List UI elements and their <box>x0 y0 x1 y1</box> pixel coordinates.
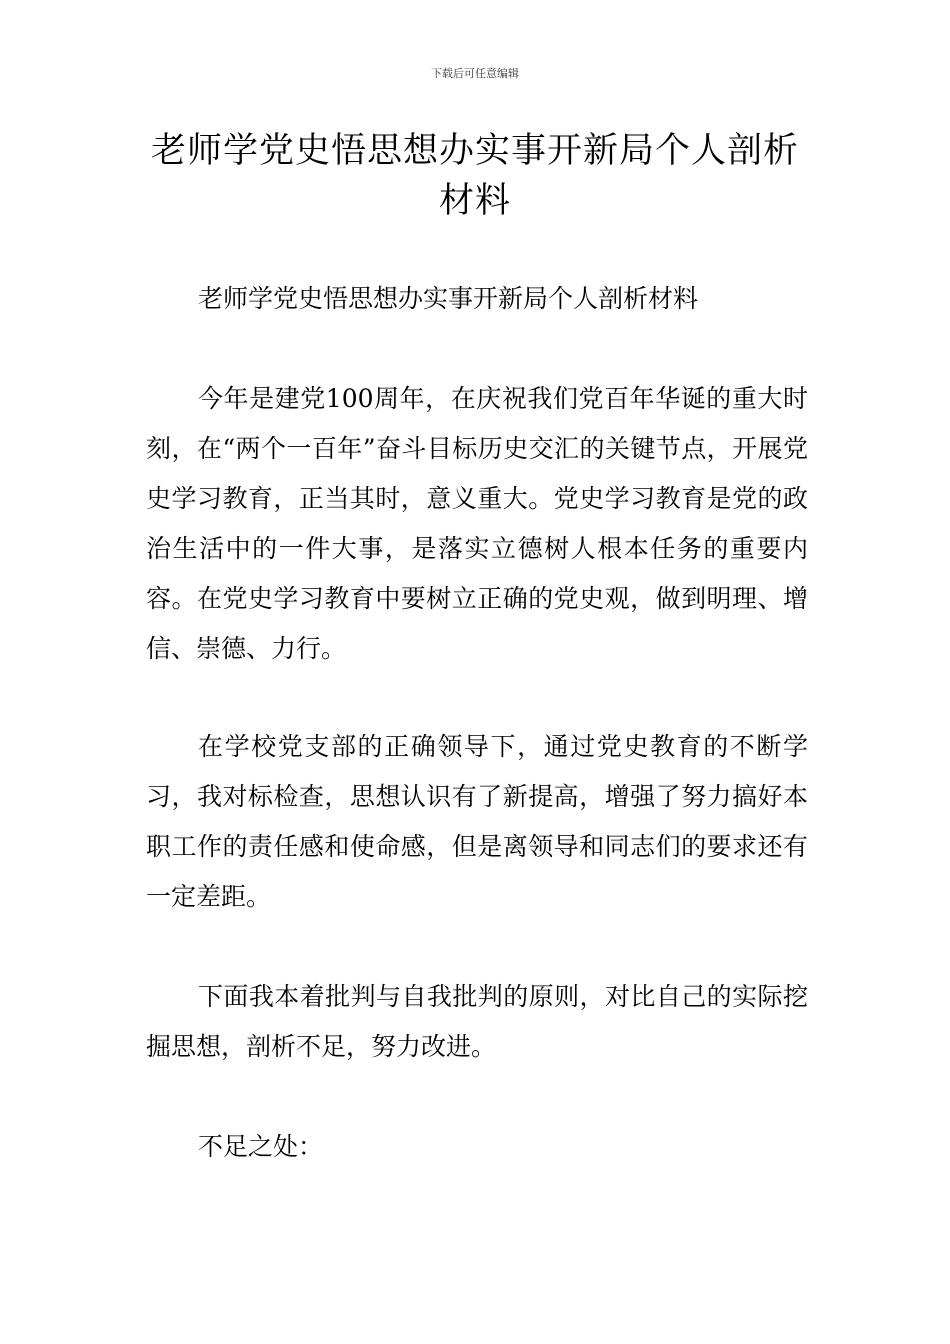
intro-paragraph: 今年是建党100周年，在庆祝我们党百年华诞的重大时刻，在“两个一百年”奋斗目标历史交汇的关键节点，开展党史学习教育，正当其时，意义重大。党史学习教育是党的政治生活中的一件大事，是落实立德树人根本任务的重要内容。在党史学习教育中要树立正确的党史观，做到明理、增信、崇德、力行。 <box>146 384 808 663</box>
shortcomings-heading: 不足之处： <box>198 1132 324 1161</box>
principle-paragraph: 下面我本着批判与自我批判的原则，对比自己的实际挖掘思想，剖析不足，努力改进。 <box>146 982 808 1061</box>
subtitle-paragraph: 老师学党史悟思想办实事开新局个人剖析材料 <box>198 284 699 313</box>
header-note: 下载后可任意编辑 <box>431 67 519 80</box>
self-assessment-paragraph: 在学校党支部的正确领导下，通过党史教育的不断学习，我对标检查，思想认识有了新提高，增强了努力搞好本职工作的责任感和使命感，但是离领导和同志们的要求还有一定差距。 <box>146 732 808 911</box>
document-title: 老师学党史悟思想办实事开新局个人剖析材料 <box>150 131 799 221</box>
